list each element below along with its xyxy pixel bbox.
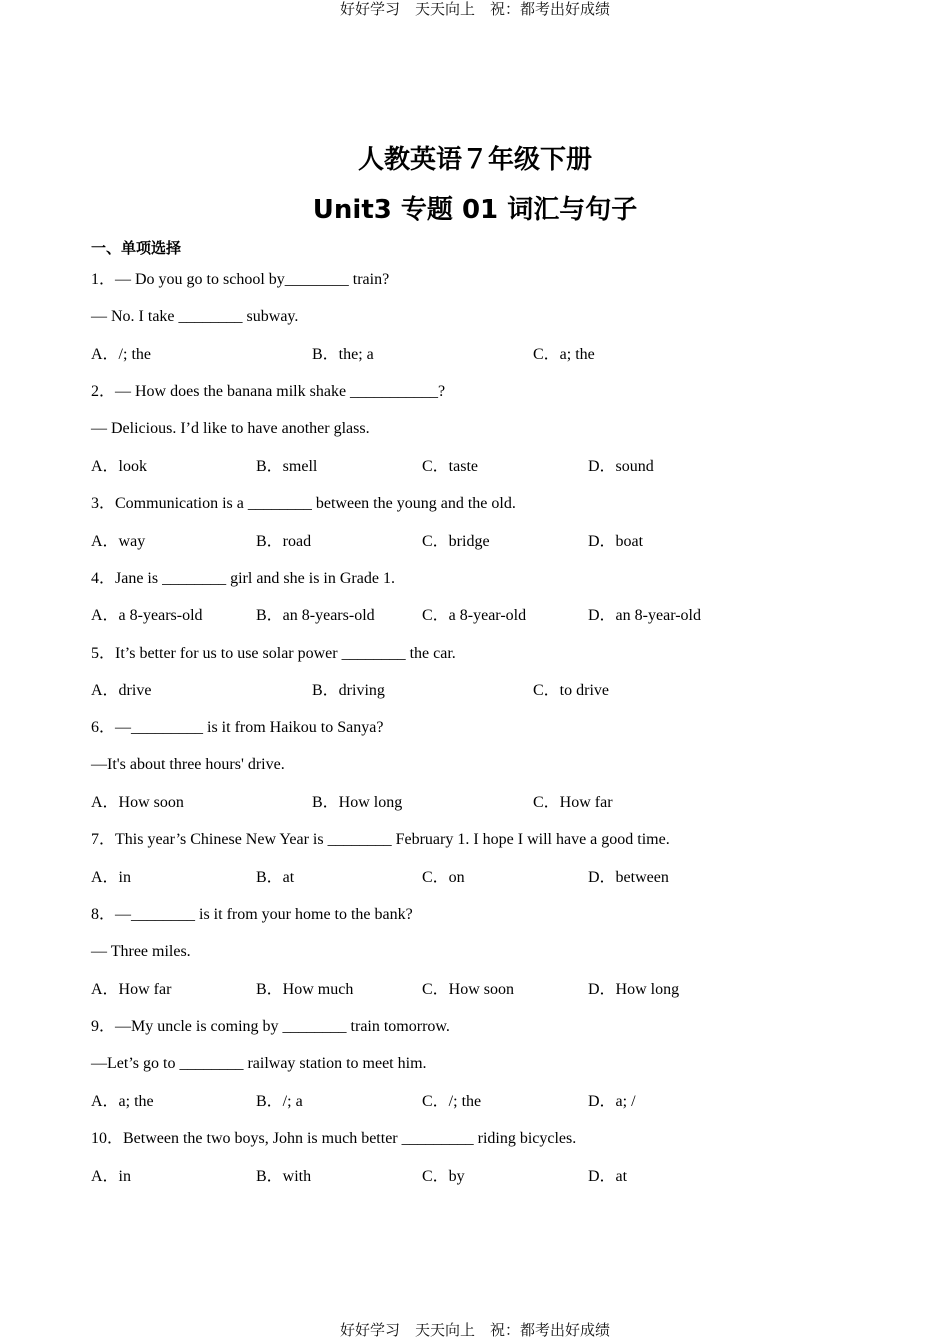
question-1-option-b: B．the; a [312,346,374,363]
question-3-option-d: D．boat [588,533,644,550]
question-10-option-d: D．at [588,1168,628,1185]
question-8-stem: 8．—________ is it from your home to the bank? [91,906,413,923]
question-5-stem: 5．It’s better for us to use solar power ________ the car. [91,645,456,662]
question-2-option-c: C．taste [422,458,478,475]
question-9-option-a: A．a; the [91,1093,154,1110]
question-1-reply: — No. I take ________ subway. [91,308,299,325]
question-9-option-d: D．a; / [588,1093,636,1110]
page-header: 好好学习 天天向上 祝：都考出好成绩 [339,0,610,18]
question-10-option-b: B．with [256,1168,312,1185]
question-3-stem: 3．Communication is a ________ between the young and the old. [91,495,516,512]
question-5-option-b: B．driving [312,682,385,699]
question-2-option-b: B．smell [256,458,318,475]
question-6-option-c: C．How far [533,794,613,811]
question-9-option-b: B．/; a [256,1093,303,1110]
question-7-option-a: A．in [91,869,132,886]
question-7-option-c: C．on [422,869,465,886]
question-9-option-c: C．/; the [422,1093,482,1110]
question-9-stem: 9．—My uncle is coming by ________ train tomorrow. [91,1018,450,1035]
question-4-stem: 4．Jane is ________ girl and she is in Grade 1. [91,570,395,587]
question-3-option-c: C．bridge [422,533,490,550]
document-title: 人教英语７年级下册 [357,145,592,175]
question-8-option-c: C．How soon [422,981,515,998]
question-4-option-b: B．an 8-years-old [256,607,375,624]
question-10-stem: 10．Between the two boys, John is much better _________ riding bicycles. [91,1130,577,1147]
question-6-option-b: B．How long [312,794,403,811]
question-7-option-b: B．at [256,869,295,886]
question-1-option-a: A．/; the [91,346,151,363]
question-8-option-d: D．How long [588,981,680,998]
section-heading: 一、单项选择 [91,239,182,257]
question-5-option-a: A．drive [91,682,152,699]
question-1-stem: 1．— Do you go to school by________ train? [91,271,390,288]
question-4-option-d: D．an 8-year-old [588,607,701,624]
document-subtitle: Unit3 专题 01 词汇与句子 [312,195,638,225]
question-1-option-c: C．a; the [533,346,595,363]
question-10-option-a: A．in [91,1168,132,1185]
question-3-option-a: A．way [91,533,146,550]
question-4-option-a: A．a 8-years-old [91,607,203,624]
question-2-reply: — Delicious. I’d like to have another glass. [91,420,370,437]
question-2-option-d: D．sound [588,458,654,475]
question-4-option-c: C．a 8-year-old [422,607,527,624]
question-5-option-c: C．to drive [533,682,609,699]
question-8-option-a: A．How far [91,981,172,998]
question-2-stem: 2．— How does the banana milk shake ___________? [91,383,446,400]
question-3-option-b: B．road [256,533,312,550]
question-7-stem: 7．This year’s Chinese New Year is ________ February 1. I hope I will have a good time. [91,831,670,848]
question-6-reply: —It's about three hours' drive. [91,756,285,773]
page-footer: 好好学习 天天向上 祝：都考出好成绩 [339,1321,610,1339]
question-10-option-c: C．by [422,1168,465,1185]
question-6-option-a: A．How soon [91,794,184,811]
question-8-option-b: B．How much [256,981,354,998]
question-8-reply: — Three miles. [91,943,191,960]
question-7-option-d: D．between [588,869,669,886]
question-2-option-a: A．look [91,458,148,475]
question-6-stem: 6．—_________ is it from Haikou to Sanya? [91,719,384,736]
question-9-reply: —Let’s go to ________ railway station to meet him. [91,1055,427,1072]
